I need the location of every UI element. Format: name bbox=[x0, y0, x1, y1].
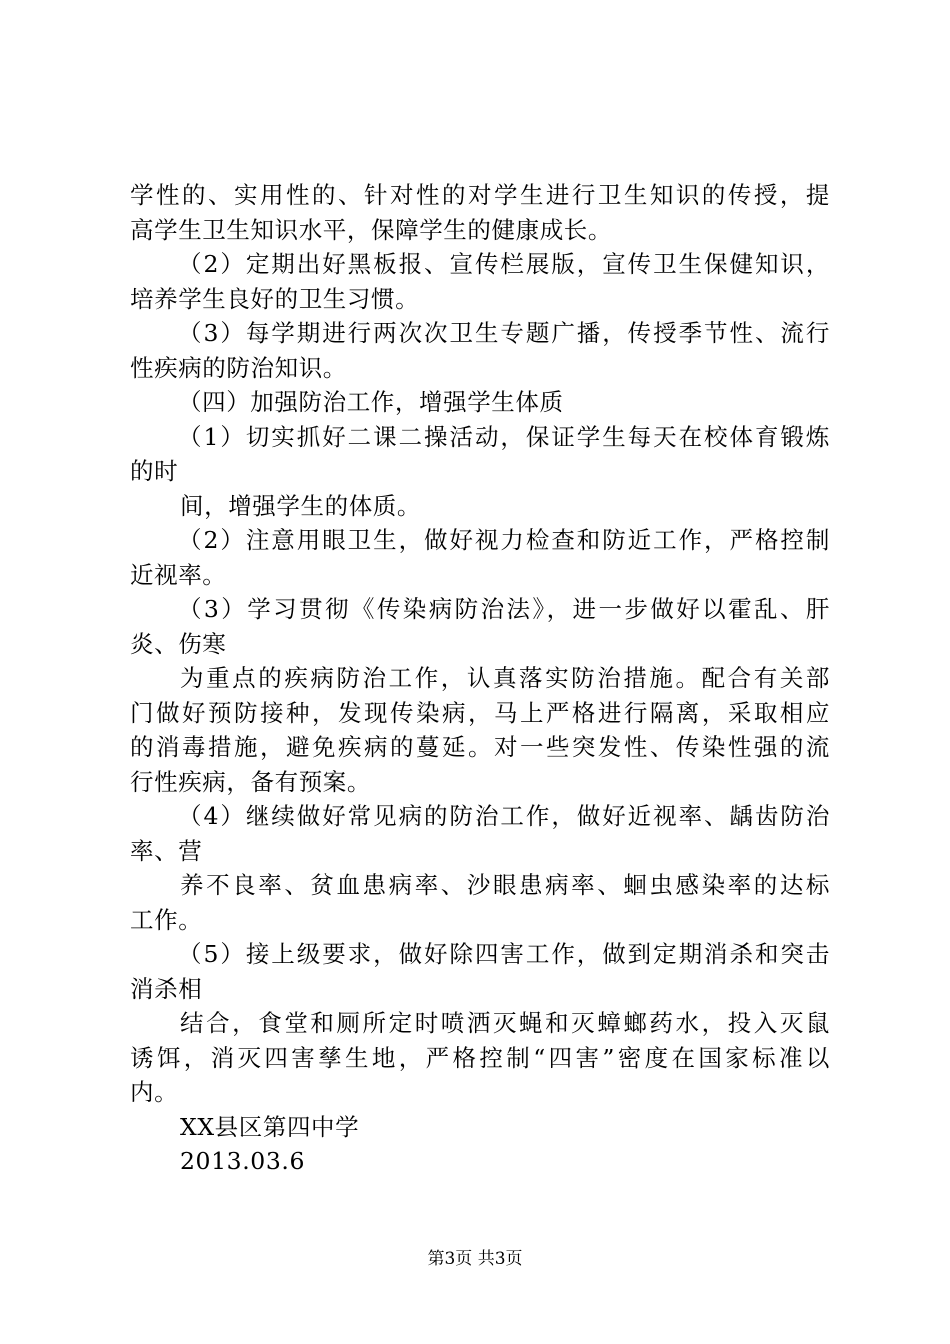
paragraph-line: 行性疾病，备有预案。 bbox=[130, 767, 371, 796]
paragraph-line: （2）注意用眼卫生，做好视力检查和防近工作，严格控制 bbox=[178, 526, 830, 554]
paragraph-line: 率、营 bbox=[130, 836, 203, 865]
paragraph-line: （1）切实抓好二课二操活动，保证学生每天在校体育锻炼 bbox=[178, 422, 830, 451]
paragraph-line: 培养学生良好的卫生习惯。 bbox=[130, 284, 420, 313]
paragraph-line: 消杀相 bbox=[130, 974, 203, 1003]
paragraph-line: 学性的、实用性的、针对性的对学生进行卫生知识的传授，提 bbox=[130, 181, 830, 209]
paragraph-line: （3）学习贯彻《传染病防治法》，进一步做好以霍乱、肝 bbox=[178, 595, 830, 623]
signature-org: XX县区第四中学 bbox=[180, 1112, 360, 1141]
paragraph-line: （4）继续做好常见病的防治工作，做好近视率、龋齿防治 bbox=[178, 802, 830, 830]
paragraph-line: 间，增强学生的体质。 bbox=[180, 491, 421, 520]
paragraph-line: 诱饵，消灭四害孳生地，严格控制“四害”密度在国家标准以 bbox=[130, 1043, 830, 1072]
paragraph-line: （5）接上级要求，做好除四害工作，做到定期消杀和突击 bbox=[178, 940, 830, 968]
paragraph-line: 结合，食堂和厕所定时喷洒灭蝇和灭蟑螂药水，投入灭鼠 bbox=[180, 1009, 830, 1037]
paragraph-line: 炎、伤寒 bbox=[130, 629, 227, 658]
paragraph-line: 高学生卫生知识水平，保障学生的健康成长。 bbox=[130, 215, 612, 244]
paragraph-line: 工作。 bbox=[130, 905, 203, 934]
page-number: 第3页 共3页 bbox=[427, 1249, 523, 1269]
paragraph-line: 为重点的疾病防治工作，认真落实防治措施。配合有关部 bbox=[180, 664, 830, 692]
paragraph-line: 养不良率、贫血患病率、沙眼患病率、蛔虫感染率的达标 bbox=[180, 871, 830, 899]
paragraph-line: （2）定期出好黑板报、宣传栏展版，宣传卫生保健知识， bbox=[178, 250, 830, 278]
section-heading: （四）加强防治工作，增强学生体质 bbox=[178, 388, 564, 416]
paragraph-line: 的时 bbox=[130, 457, 179, 485]
paragraph-line: 性疾病的防治知识。 bbox=[130, 353, 347, 382]
document-body bbox=[130, 178, 830, 1179]
paragraph-line: 门做好预防接种，发现传染病，马上严格进行隔离，采取相应 bbox=[130, 698, 830, 727]
paragraph-line: （3）每学期进行两次次卫生专题广播，传授季节性、流行 bbox=[178, 319, 830, 347]
paragraph-line: 近视率。 bbox=[130, 560, 227, 589]
paragraph-line: 内。 bbox=[130, 1078, 179, 1106]
paragraph-line: 的消毒措施，避免疾病的蔓延。对一些突发性、传染性强的流 bbox=[130, 733, 830, 761]
signature-date: 2013.03.6 bbox=[180, 1147, 305, 1175]
